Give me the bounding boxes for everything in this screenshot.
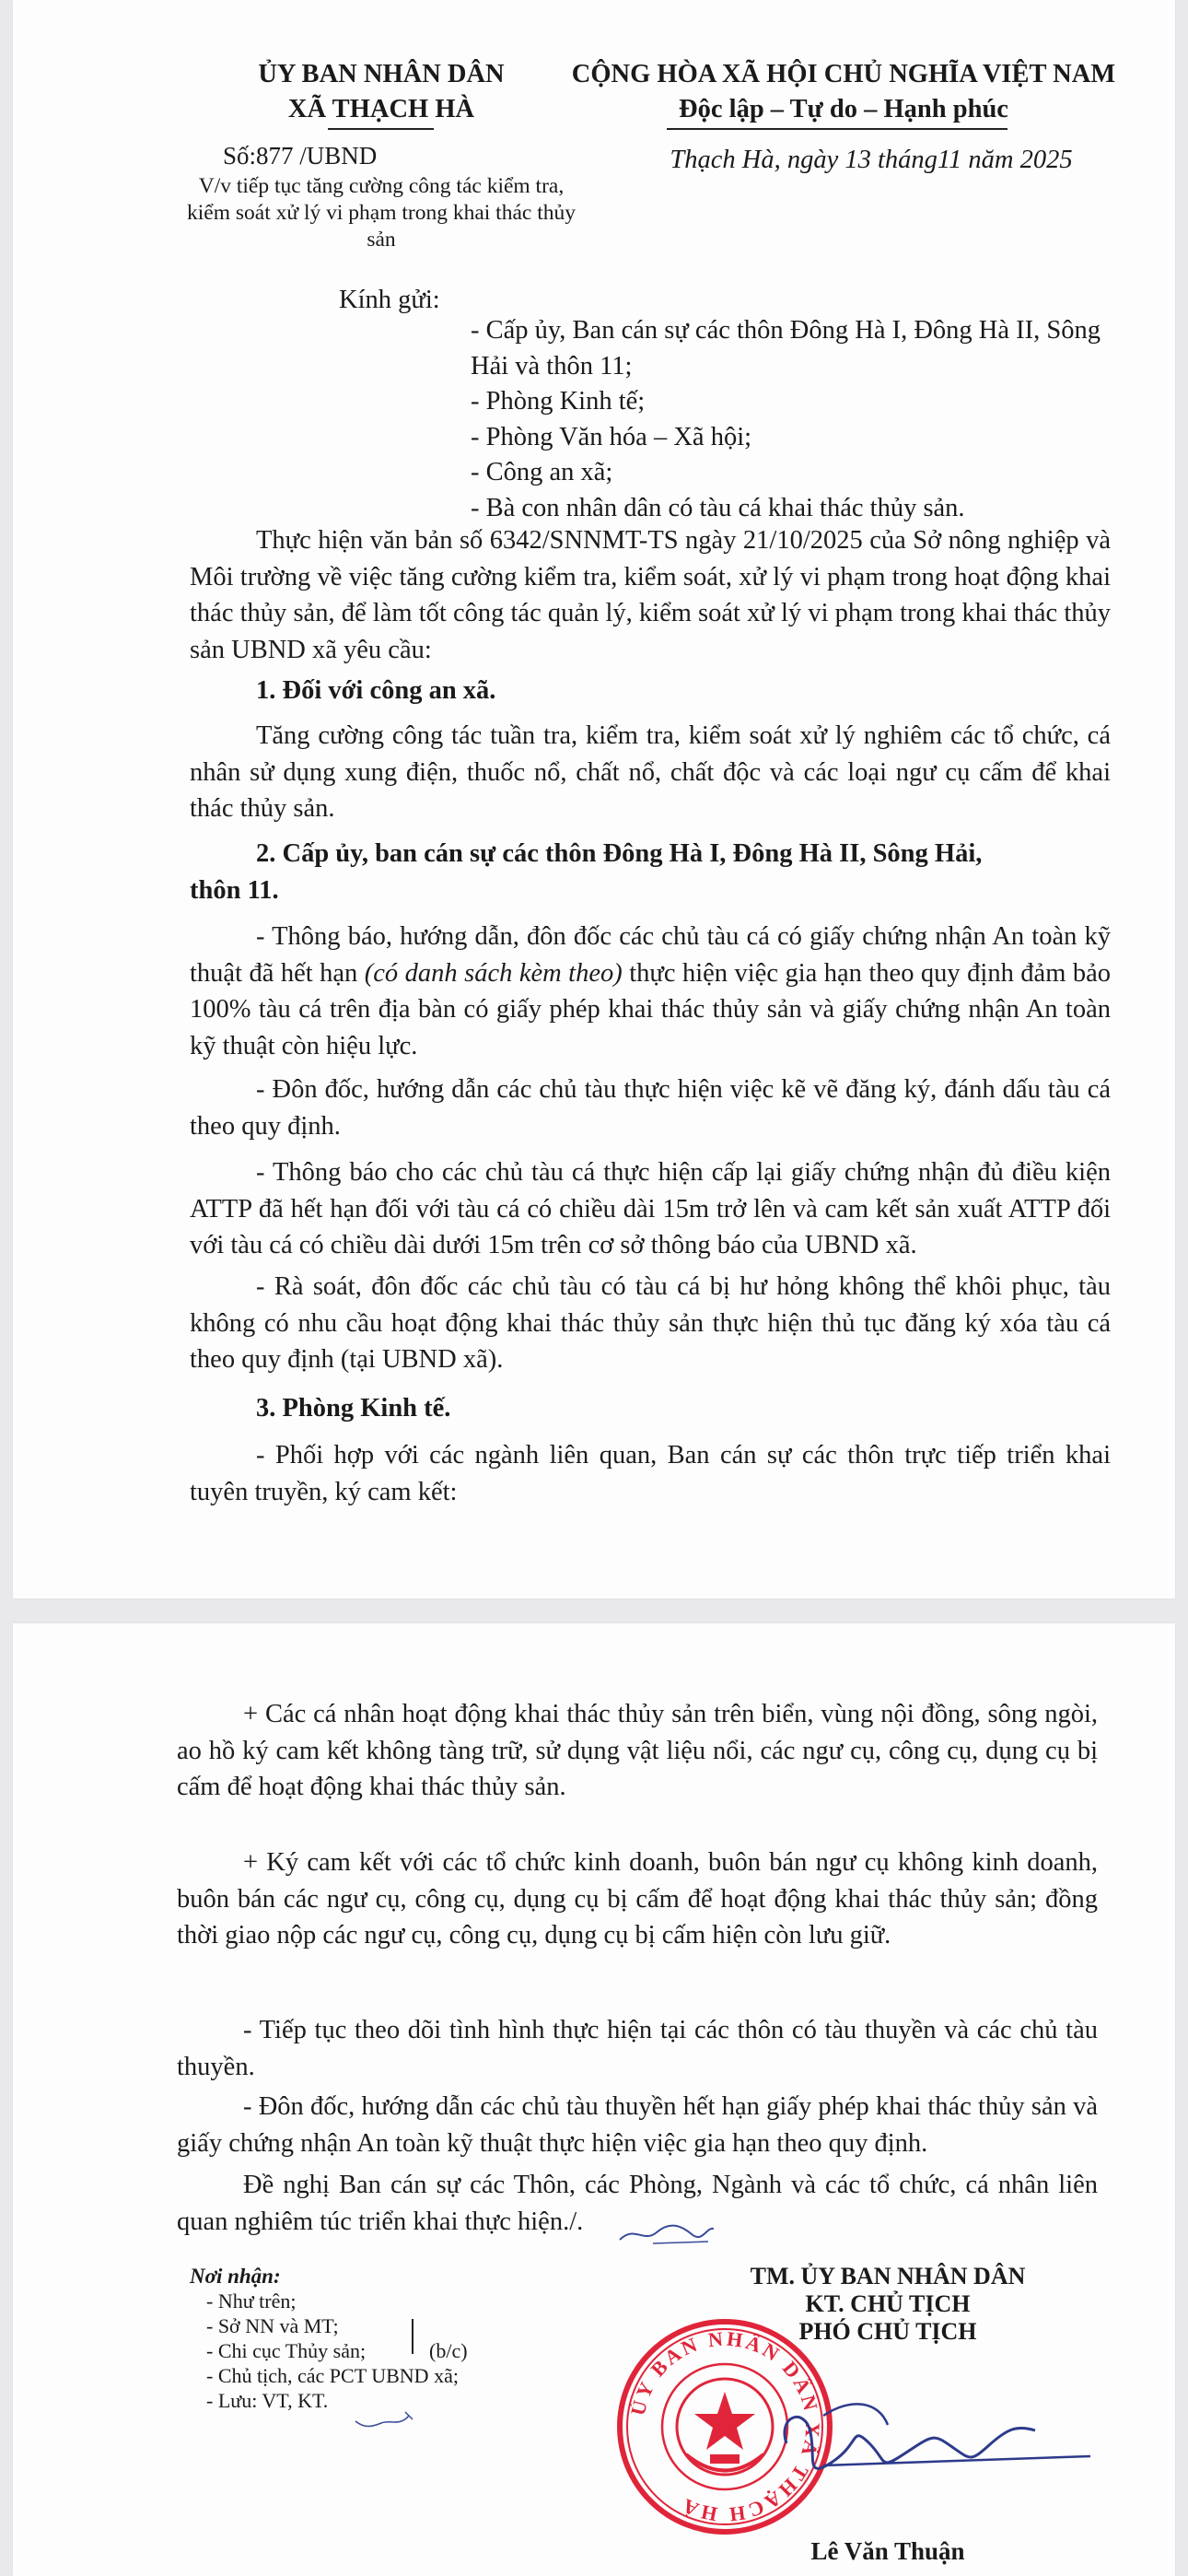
seal-text: ỦY BAN NHÂN DÂN XÃ THẠCH HÀ: [625, 2326, 825, 2527]
section-2-paragraph-3: - Thông báo cho các chủ tàu cá thực hiện cấp lại giấy chứng nhận đủ điều kiện ATTP đã hết hạn đối với tàu cá có chiều dài 15m trở lên và cam kết sản xuất ATTP đối với tàu cá có chiều dài dưới 15m trên cơ sở thông báo của UBND xã.: [190, 1158, 1111, 1259]
document-page-1: [13, 0, 1175, 1598]
section-2-paragraph-4: - Rà soát, đôn đốc các chủ tàu có tàu cá bị hư hỏng không thể khôi phục, tàu không có nhu cầu hoạt động khai thác thủy sản thực hiện thủ tục đăng ký xóa tàu cá theo quy định (tại UBND xã).: [190, 1272, 1111, 1374]
recipient-item: - Cấp ủy, Ban cán sự các thôn Đông Hà I, Đông Hà II, Sông Hải và thôn 11;: [471, 316, 1101, 381]
section-2-title-line-2: thôn 11.: [190, 875, 279, 905]
org-underline: [328, 128, 434, 130]
section-2-title: [190, 836, 1111, 908]
copy-recipient: - Sở NN và MT;: [206, 2314, 339, 2337]
section-2-p1-text: - Thông báo, hướng dẫn, đôn đốc các chủ tàu cá có giấy chứng nhận An toàn kỹ thuật đã hết hạn: [190, 922, 1111, 988]
section-3-paragraph-2: + Các cá nhân hoạt động khai thác thủy sản trên biển, vùng nội đồng, sông ngòi, ao hồ ký cam kết không tàng trữ, sử dụng vật liệu nổi, các ngư cụ, công cụ, dụng cụ bị cấm để hoạt động khai thác thủy sản.: [177, 1700, 1098, 1801]
recipient-item: - Công an xã;: [471, 458, 613, 486]
intro-paragraph: Thực hiện văn bản số 6342/SNNMT-TS ngày 21/10/2025 của Sở nông nghiệp và Môi trường về việc tăng cường kiểm tra, kiểm soát, xử lý vi phạm trong hoạt động khai thác thủy sản, để làm tốt công tác quản lý, kiểm soát xử lý vi phạm trong khai thác thủy sản UBND xã yêu cầu:: [190, 526, 1111, 664]
copy-recipient: - Lưu: VT, KT.: [206, 2389, 329, 2412]
section-2-paragraph-2: - Đôn đốc, hướng dẫn các chủ tàu thực hiện việc kẽ vẽ đăng ký, đánh dấu tàu cá theo quy định.: [190, 1075, 1111, 1141]
closing-paragraph: Đề nghị Ban cán sự các Thôn, các Phòng, Ngành và các tổ chức, cá nhân liên quan nghiêm túc triển khai thực hiện./.: [177, 2171, 1098, 2236]
org-line-1: ỦY BAN NHÂN DÂN: [258, 60, 505, 88]
signer-name: Lê Văn Thuận: [810, 2537, 965, 2565]
copy-recipient: - Chi cục Thủy sản;: [206, 2339, 367, 2362]
handwritten-signature: [768, 2388, 1100, 2499]
national-motto: [549, 57, 1138, 127]
section-2-title-line-1: 2. Cấp ủy, ban cán sự các thôn Đông Hà I, Đông Hà II, Sông Hải,: [256, 839, 983, 868]
motto-underline: [667, 128, 1007, 130]
document-subject: V/v tiếp tục tăng cường công tác kiểm tra, kiểm soát xử lý vi phạm trong khai thác thủy sản: [187, 174, 576, 252]
recipient-item: - Phòng Văn hóa – Xã hội;: [471, 422, 752, 451]
section-3-title: 3. Phòng Kinh tế.: [256, 1394, 451, 1423]
section-3-paragraph-3: + Ký cam kết với các tổ chức kinh doanh, buôn bán ngư cụ không kinh doanh, buôn bán các ngư cụ, công cụ, dụng cụ bị cấm để hoạt động khai thác thủy sản; đồng thời giao nộp các ngư cụ, công cụ, dụng cụ bị cấm hiện còn lưu giữ.: [177, 1848, 1098, 1950]
bracket-note: (b/c): [429, 2339, 468, 2362]
section-3-paragraph-4: - Tiếp tục theo dõi tình hình thực hiện tại các thôn có tàu thuyền và các chủ tàu thuyền.: [177, 2016, 1098, 2081]
recipient-item: - Phòng Kinh tế;: [471, 387, 646, 416]
nation-line-2: Độc lập – Tự do – Hạnh phúc: [679, 95, 1008, 123]
place-date: Thạch Hà, ngày 13 tháng11 năm 2025: [670, 146, 1073, 174]
section-1-title: 1. Đối với công an xã.: [256, 676, 496, 705]
recipient-item: - Bà con nhân dân có tàu cá khai thác thủy sản.: [471, 493, 965, 522]
org-line-2: XÃ THẠCH HÀ: [287, 95, 475, 123]
section-3-paragraph-5: - Đôn đốc, hướng dẫn các chủ tàu thuyền hết hạn giấy phép khai thác thủy sản và giấy chứng nhận An toàn kỹ thuật thực hiện việc gia hạn theo quy định.: [177, 2092, 1098, 2158]
section-2-p1-text-cont: thực hiện việc gia hạn theo quy định đảm bảo 100% tàu cá trên địa bàn có giấy phép khai thác thủy sản và giấy chứng nhận An toàn kỹ thuật còn hiệu lực.: [190, 958, 1111, 1060]
nation-line-1: CỘNG HÒA XÃ HỘI CHỦ NGHĨA VIỆT NAM: [571, 60, 1116, 88]
signature-line-2: KT. CHỦ TỊCH: [805, 2290, 971, 2317]
emblem-icon: [677, 2379, 773, 2475]
attached-list-note: (có danh sách kèm theo): [364, 958, 623, 988]
section-3-paragraph-1: - Phối hợp với các ngành liên quan, Ban cán sự các thôn trực tiếp triển khai tuyên truyền, ký cam kết:: [190, 1441, 1111, 1506]
noi-nhan-title: Nơi nhận:: [190, 2265, 281, 2288]
section-1-text: Tăng cường công tác tuần tra, kiểm tra, kiểm soát xử lý nghiêm các tổ chức, cá nhân sử dụng xung điện, thuốc nổ, chất nổ, chất độc và các loại ngư cụ cấm để khai thác thủy sản.: [190, 721, 1111, 823]
issuing-organization: [174, 57, 588, 127]
document-page-2: [13, 1623, 1175, 2576]
signature-line-1: TM. ỦY BAN NHÂN DÂN: [750, 2263, 1026, 2289]
initial-mark: [616, 2216, 717, 2249]
document-number: Số:877 /UBND: [223, 142, 378, 170]
section-2-paragraph-1: [190, 919, 1111, 1064]
copy-recipient: - Chủ tịch, các PCT UBND xã;: [206, 2364, 459, 2387]
recipients-label: Kính gửi:: [339, 286, 440, 314]
signature-line-3: PHÓ CHỦ TỊCH: [798, 2318, 977, 2345]
recipient-list: [471, 313, 1115, 526]
recipients-copy-block: [190, 2264, 459, 2413]
initial-mark-small: [352, 2406, 425, 2432]
bracket-line: [412, 2319, 413, 2354]
copy-recipient: - Như trên;: [206, 2289, 297, 2313]
